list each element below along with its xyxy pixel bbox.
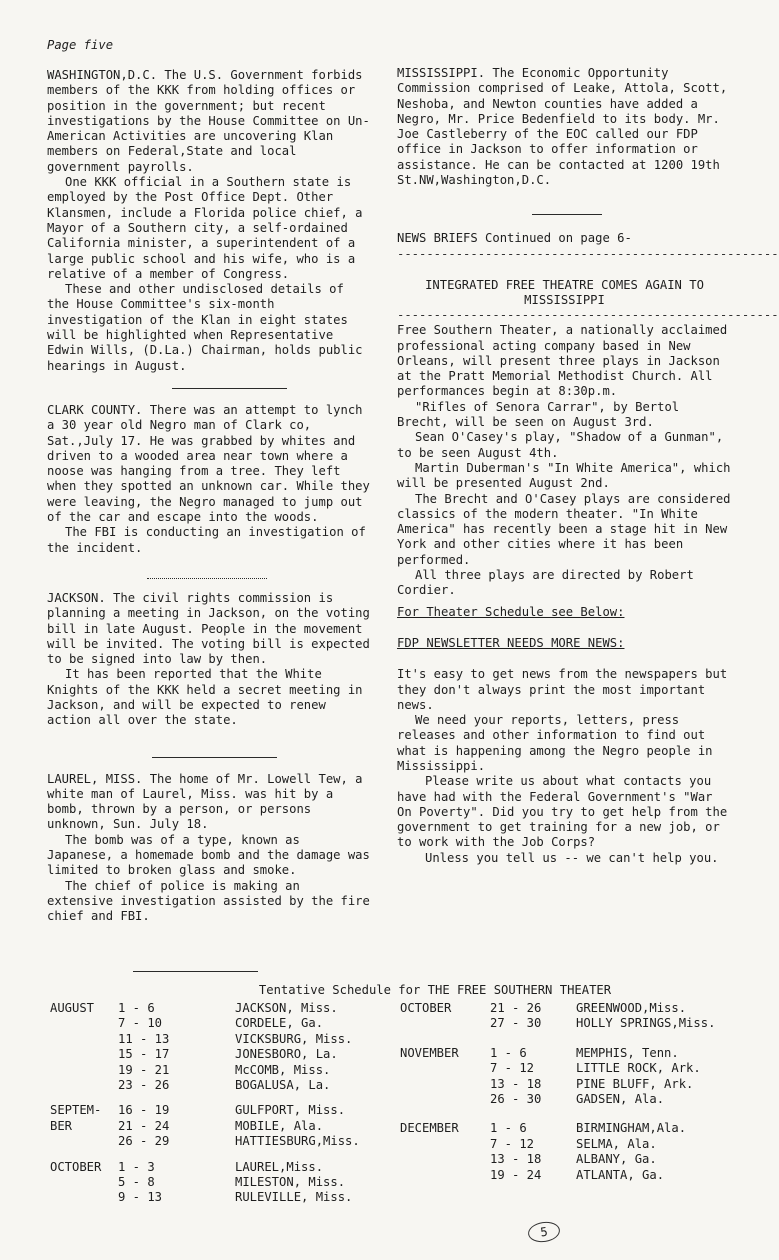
schedule-place: McCOMB, Miss. bbox=[235, 1062, 331, 1077]
schedule-month: AUGUST bbox=[50, 1001, 95, 1015]
schedule-month: DECEMBER bbox=[400, 1121, 459, 1136]
article-paragraph: These and other undisclosed details of the House Committee's six-month investigation of the Klan in eight states will be highlighted when Representative Edwin Wills, (D.La.) Chairman, holds public hearings in August. bbox=[47, 282, 363, 373]
schedule-dates: 7 - 12 bbox=[490, 1061, 535, 1076]
article-paragraph: Sean O'Casey's play, "Shadow of a Gunman", to be seen August 4th. bbox=[397, 430, 724, 460]
schedule-dates: 7 - 12 bbox=[490, 1136, 535, 1151]
schedule-place: GREENWOOD,Miss. bbox=[576, 1001, 687, 1015]
schedule-dates: 21 - 24 bbox=[118, 1118, 170, 1133]
schedule-month: SEPTEM- bbox=[50, 1103, 102, 1118]
theater-schedule bbox=[50, 983, 740, 1205]
schedule-dates: 16 - 19 bbox=[118, 1103, 170, 1118]
schedule-note: For Theater Schedule see Below: bbox=[397, 604, 625, 619]
article-paragraph: The Brecht and O'Casey plays are considered classics of the modern theater. "In White America" has recently been a stage hit in New York and other cities where it has been performed. bbox=[397, 491, 731, 567]
schedule-dates: 13 - 18 bbox=[490, 1152, 542, 1167]
page-number: 5 bbox=[527, 1220, 561, 1244]
article-paragraph: Please write us about what contacts you have had with the Federal Government's "War On Poverty". Did you try to get help from the government to get training for a new job, or to work with the Job Corps? bbox=[397, 774, 728, 850]
article-paragraph: LAUREL, MISS. The home of Mr. Lowell Tew, a white man of Laurel, Miss. was hit by a bomb, thrown by a person, or persons unknown, Sun. July 18. bbox=[47, 771, 363, 832]
schedule-place: ALBANY, Ga. bbox=[576, 1152, 657, 1167]
schedule-dates: 26 - 29 bbox=[118, 1134, 170, 1149]
article-jackson bbox=[47, 591, 372, 729]
article-paragraph: The chief of police is making an extensive investigation assisted by the fire chief and FBI. bbox=[47, 878, 370, 924]
article-paragraph: "Rifles of Senora Carrar", by Bertol Brecht, will be seen on August 3rd. bbox=[397, 399, 680, 430]
article-paragraph: It's easy to get news from the newspapers but they don't always print the most important news. bbox=[397, 667, 728, 712]
schedule-month: BER bbox=[50, 1118, 73, 1133]
news-briefs-note: NEWS BRIEFS Continued on page 6- bbox=[397, 231, 632, 246]
article-paragraph: Martin Duberman's "In White America", which will be presented August 2nd. bbox=[397, 460, 731, 491]
schedule-place: MILESTON, Miss. bbox=[235, 1175, 346, 1189]
schedule-place: RULEVILLE, Miss. bbox=[235, 1190, 353, 1205]
schedule-place: GADSEN, Ala. bbox=[576, 1092, 665, 1106]
schedule-dates: 15 - 17 bbox=[118, 1047, 170, 1062]
schedule-place: HATTIESBURG,Miss. bbox=[235, 1134, 360, 1149]
schedule-month: OCTOBER bbox=[400, 1001, 452, 1015]
schedule-dates: 19 - 21 bbox=[118, 1062, 170, 1077]
schedule-place: JONESBORO, La. bbox=[235, 1047, 338, 1062]
schedule-dates: 1 - 3 bbox=[118, 1159, 155, 1174]
article-paragraph: We need your reports, letters, press releases and other information to find out what is happening among the Negro people in Mississippi. bbox=[397, 713, 713, 773]
left-column bbox=[47, 68, 372, 925]
schedule-place: LITTLE ROCK, Ark. bbox=[576, 1061, 701, 1076]
schedule-dates: 7 - 10 bbox=[118, 1016, 163, 1031]
schedule-dates: 11 - 13 bbox=[118, 1031, 170, 1046]
article-washington bbox=[47, 68, 372, 374]
newsletter-heading: FDP NEWSLETTER NEEDS MORE NEWS: bbox=[397, 635, 625, 650]
article-paragraph: WASHINGTON,D.C. The U.S. Government forbids members of the KKK from holding offices or position in the government; but recent investigations by the House Committee on Un-American Activities are uncovering Klan members on Federal,State and local government payrolls. bbox=[47, 68, 370, 174]
dashed-rule: ---------------------------------------------------- bbox=[397, 308, 779, 323]
schedule-dates: 1 - 6 bbox=[118, 1001, 155, 1015]
schedule-place: CORDELE, Ga. bbox=[235, 1016, 324, 1031]
article-paragraph: Unless you tell us -- we can't help you. bbox=[425, 850, 719, 865]
schedule-month: NOVEMBER bbox=[400, 1045, 459, 1060]
article-theatre bbox=[397, 323, 732, 598]
article-clark-county bbox=[47, 403, 372, 556]
right-column bbox=[397, 66, 779, 866]
divider bbox=[133, 971, 258, 972]
schedule-place: JACKSON, Miss. bbox=[235, 1001, 338, 1015]
schedule-dates: 26 - 30 bbox=[490, 1092, 542, 1106]
article-mississippi: MISSISSIPPI. The Economic Opportunity Commission comprised of Leake, Attola, Scott, Neshoba, and Newton counties have added a Negro, Mr. Price Bedenfield to its body. Mr. Joe Castleberry of the EOC called our FDP office in Jackson to offer information or assistance. He can be contacted at 1200 19th St.NW,Washington,D.C. bbox=[397, 66, 728, 188]
schedule-month: OCTOBER bbox=[50, 1159, 102, 1174]
schedule-place: SELMA, Ala. bbox=[576, 1136, 657, 1151]
theatre-heading: INTEGRATED FREE THEATRE COMES AGAIN TO MISSISSIPPI bbox=[425, 277, 704, 307]
schedule-dates: 23 - 26 bbox=[118, 1078, 170, 1092]
article-paragraph: It has been reported that the White Knights of the KKK held a secret meeting in Jackson, and will be expected to renew action all over the state. bbox=[47, 667, 363, 728]
schedule-dates: 13 - 18 bbox=[490, 1076, 542, 1091]
article-paragraph: CLARK COUNTY. There was an attempt to lynch a 30 year old Negro man of Clark co, Sat.,July 17. He was grabbed by whites and driven to a wooded area near town where a noose was hanging from a tree. They left when they spotted an unknown car. While they were leaving, the Negro managed to jump out of the car and escape into the woods. bbox=[47, 402, 370, 525]
article-laurel bbox=[47, 772, 372, 925]
schedule-dates: 9 - 13 bbox=[118, 1190, 163, 1205]
schedule-dates: 1 - 6 bbox=[490, 1121, 527, 1136]
schedule-place: GULFPORT, Miss. bbox=[235, 1103, 346, 1118]
schedule-place: MEMPHIS, Tenn. bbox=[576, 1045, 679, 1060]
article-paragraph: JACKSON. The civil rights commission is planning a meeting in Jackson, on the voting bill in late August. People in the movement will be invited. The voting bill is expected to be signed into law by then. bbox=[47, 590, 370, 667]
article-paragraph: The FBI is conducting an investigation of the incident. bbox=[47, 525, 366, 555]
article-paragraph: One KKK official in a Southern state is employed by the Post Office Dept. Other Klansmen, include a Florida police chief, a Mayor of a Southern city, a self-ordained California minister, a superintendent of a large public school and his wife, who is a relative of a member of Congress. bbox=[47, 175, 363, 281]
article-newsletter bbox=[397, 667, 732, 866]
page-label: Page five bbox=[47, 38, 114, 52]
article-paragraph: Free Southern Theater, a nationally acclaimed professional acting company based in New Orleans, will present three plays in Jackson at the Pratt Memorial Methodist Church. All performances begin at 8:30p.m. bbox=[397, 323, 728, 399]
dashed-rule: ---------------------------------------------------- bbox=[397, 246, 779, 261]
schedule-dates: 27 - 30 bbox=[490, 1016, 542, 1031]
schedule-dates: 19 - 24 bbox=[490, 1167, 542, 1182]
schedule-place: BIRMINGHAM,Ala. bbox=[576, 1121, 687, 1136]
schedule-place: VICKSBURG, Miss. bbox=[235, 1031, 353, 1046]
article-paragraph: The bomb was of a type, known as Japanese, a homemade bomb and the damage was limited to broken glass and smoke. bbox=[47, 832, 370, 878]
schedule-place: BOGALUSA, La. bbox=[235, 1078, 331, 1092]
schedule-place: MOBILE, Ala. bbox=[235, 1118, 324, 1133]
schedule-dates: 21 - 26 bbox=[490, 1001, 542, 1015]
schedule-dates: 5 - 8 bbox=[118, 1175, 155, 1189]
schedule-place: LAUREL,Miss. bbox=[235, 1159, 324, 1174]
schedule-place: PINE BLUFF, Ark. bbox=[576, 1076, 694, 1091]
schedule-place: ATLANTA, Ga. bbox=[576, 1167, 665, 1182]
article-paragraph: All three plays are directed by Robert Cordier. bbox=[397, 568, 694, 598]
schedule-title: Tentative Schedule for THE FREE SOUTHERN THEATER bbox=[258, 983, 612, 997]
schedule-place: HOLLY SPRINGS,Miss. bbox=[576, 1016, 716, 1031]
schedule-dates: 1 - 6 bbox=[490, 1045, 527, 1060]
